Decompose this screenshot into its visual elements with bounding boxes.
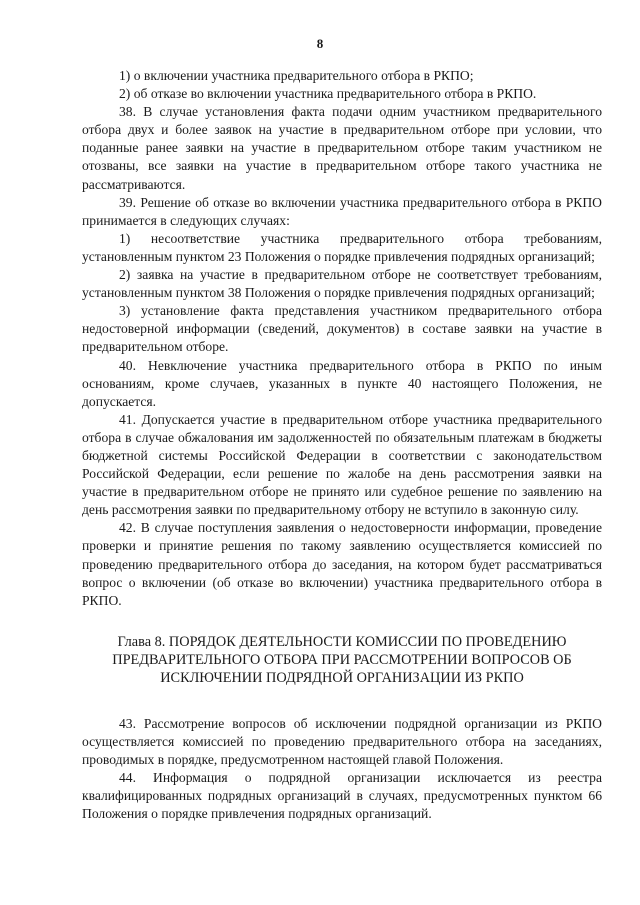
- paragraph: 1) о включении участника предварительного отбора в РКПО;: [119, 68, 474, 83]
- paragraph: 2) заявка на участие в предварительном отборе не соответствует требованиям, установленным пунктом 38 Положения о порядке привлечения подрядных организаций;: [82, 267, 602, 301]
- chapter-heading: [82, 633, 602, 688]
- paragraph: 39. Решение об отказе во включении участника предварительного отбора в РКПО принимается в следующих случаях:: [82, 194, 602, 228]
- chapter-heading-line: ИСКЛЮЧЕНИИ ПОДРЯДНОЙ ОРГАНИЗАЦИИ ИЗ РКПО: [160, 670, 524, 687]
- paragraph: 42. В случае поступления заявления о недостоверности информации, проведение проверки и принятие решения по такому заявлению осуществляется комиссией по проведению предварительного отбора до заседания, на котором будет рассматриваться вопрос о включении (об отказе во включении) участника предварительного отбора в РКПО.: [82, 520, 602, 608]
- paragraph: 2) об отказе во включении участника предварительного отбора в РКПО.: [119, 86, 537, 102]
- paragraph: 41. Допускается участие в предварительном отборе участника предварительного отбора в случае обжалования им задолженностей по обязательным платежам в бюджеты бюджетной системы Российской Федерации в соответствии с законодательством Российской Федерации, если решение по жалобе на день рассмотрения заявки на участие в предварительном отборе не принято или судебное решение по заявлению на день рассмотрения заявки по предварительному отбору не вступило в законную силу.: [82, 411, 602, 518]
- paragraph: 43. Рассмотрение вопросов об исключении подрядной организации из РКПО осуществляется комиссией по проведению предварительного отбора на заседаниях, проводимых в порядке, предусмотренном настоящей главой Положения.: [82, 715, 602, 767]
- chapter-heading-line: ПРЕДВАРИТЕЛЬНОГО ОТБОРА ПРИ РАССМОТРЕНИИ ВОПРОСОВ ОБ: [112, 652, 572, 669]
- paragraph: 44. Информация о подрядной организации исключается из реестра квалифицированных подрядных организаций в случаях, предусмотренных пунктом 66 Положения о порядке привлечения подрядных организаций.: [82, 769, 602, 822]
- page-number: 8: [316, 36, 324, 51]
- document-body: [82, 67, 602, 823]
- chapter-heading-line: Глава 8. ПОРЯДОК ДЕЯТЕЛЬНОСТИ КОМИССИИ ПО ПРОВЕДЕНИЮ: [117, 633, 567, 650]
- paragraph: 3) установление факта представления участником предварительного отбора недостоверной информации (сведений, документов) в составе заявки на участие в предварительном отборе.: [82, 303, 602, 355]
- paragraph: 1) несоответствие участника предварительного отбора требованиям, установленным пунктом 23 Положения о порядке привлечения подрядных организаций;: [82, 230, 602, 264]
- paragraph: 38. В случае установления факта подачи одним участником предварительного отбора двух и более заявок на участие в предварительном отборе при условии, что поданные ранее заявки на участие в предварительном отборе таким участником не отозваны, все заявки на участие в предварительном отборе такого участника не рассматриваются.: [82, 104, 602, 192]
- paragraph: 40. Невключение участника предварительного отбора в РКПО по иным основаниям, кроме случаев, указанных в пункте 40 настоящего Положения, не допускается.: [82, 357, 602, 409]
